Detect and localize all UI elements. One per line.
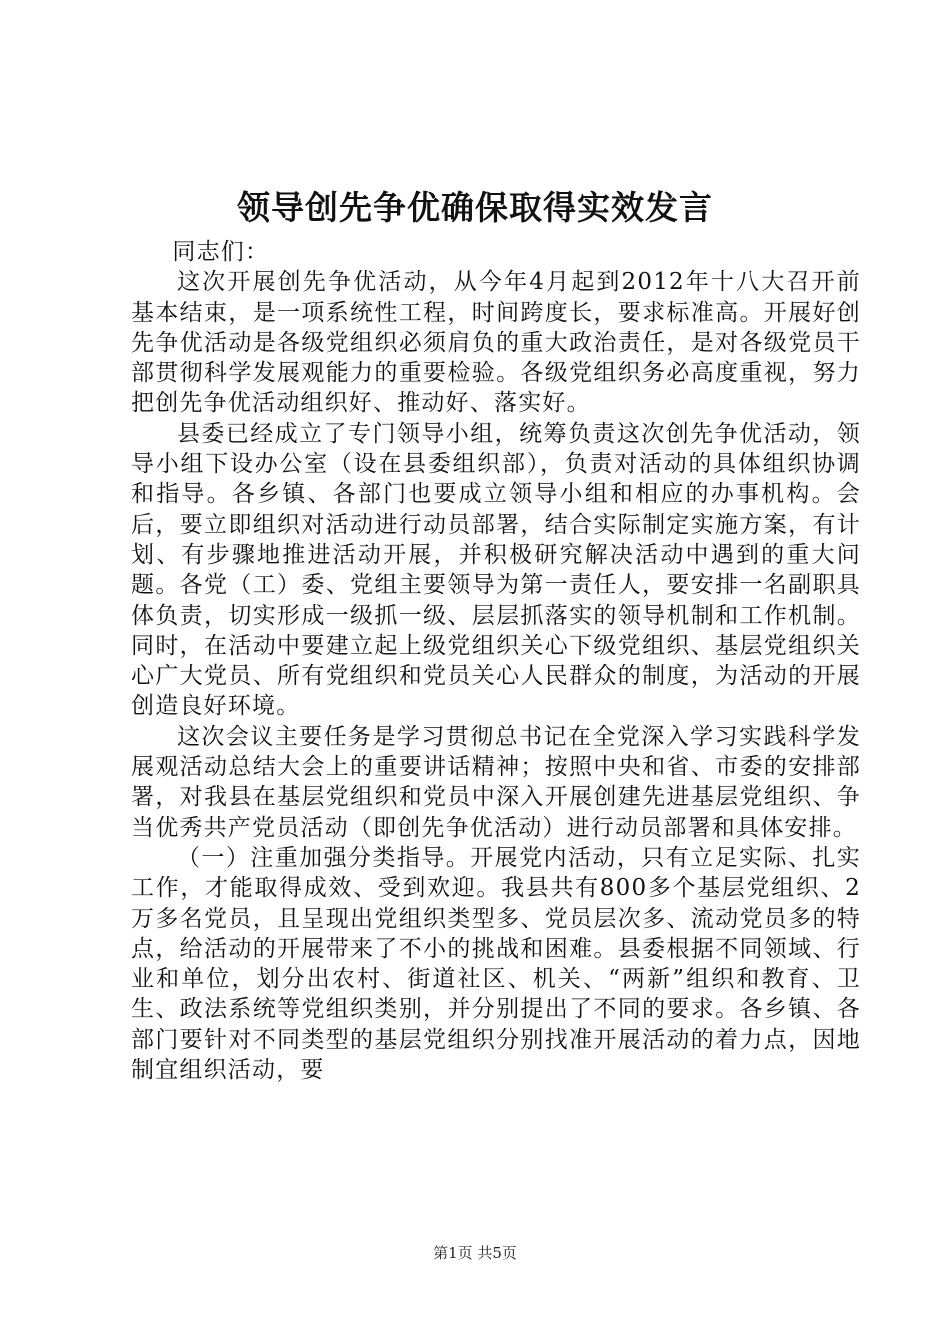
page-number-footer: 第1页 共5页 xyxy=(433,1244,517,1262)
paragraph-3: 这次会议主要任务是学习贯彻总书记在全党深入学习实践科学发展观活动总结大会上的重要讲话精神；按照中央和省、市委的安排部署，对我县在基层党组织和党员中深入开展创建先进基层党组织、争当优秀共产党员活动（即创先争优活动）进行动员部署和具体安排。 xyxy=(131,723,861,841)
paragraph-2: 县委已经成立了专门领导小组，统筹负责这次创先争优活动，领导小组下设办公室（设在县委组织部），负责对活动的具体组织协调和指导。各乡镇、各部门也要成立领导小组和相应的办事机构。会后，要立即组织对活动进行动员部署，结合实际制定实施方案，有计划、有步骤地推进活动开展，并积极研究解决活动中遇到的重大问题。各党（工）委、党组主要领导为第一责任人，要安排一名副职具体负责，切实形成一级抓一级、层层抓落实的领导机制和工作机制。同时，在活动中要建立起上级党组织关心下级党组织、基层党组织关心广大党员、所有党组织和党员关心人民群众的制度，为活动的开展创造良好环境。 xyxy=(131,420,861,720)
salutation: 同志们： xyxy=(172,239,270,265)
document-title: 领导创先争优确保取得实效发言 xyxy=(237,188,713,227)
paragraph-1: 这次开展创先争优活动，从今年4月起到2012年十八大召开前基本结束，是一项系统性工程，时间跨度长，要求标准高。开展好创先争优活动是各级党组织必须肩负的重大政治责任，是对各级党员干部贯彻科学发展观能力的重要检验。各级党组织务必高度重视，努力把创先争优活动组织好、推动好、落实好。 xyxy=(131,269,861,417)
paragraph-4: （一）注重加强分类指导。开展党内活动，只有立足实际、扎实工作，才能取得成效、受到欢迎。我县共有800多个基层党组织、2万多名党员，且呈现出党组织类型多、党员层次多、流动党员多的特点，给活动的开展带来了不小的挑战和困难。县委根据不同领域、行业和单位，划分出农村、街道社区、机关、“两新”组织和教育、卫生、政法系统等党组织类别，并分别提出了不同的要求。各乡镇、各部门要针对不同类型的基层党组织分别找准开展活动的着力点，因地制宜组织活动，要 xyxy=(131,844,861,1084)
document-body xyxy=(131,237,861,1085)
